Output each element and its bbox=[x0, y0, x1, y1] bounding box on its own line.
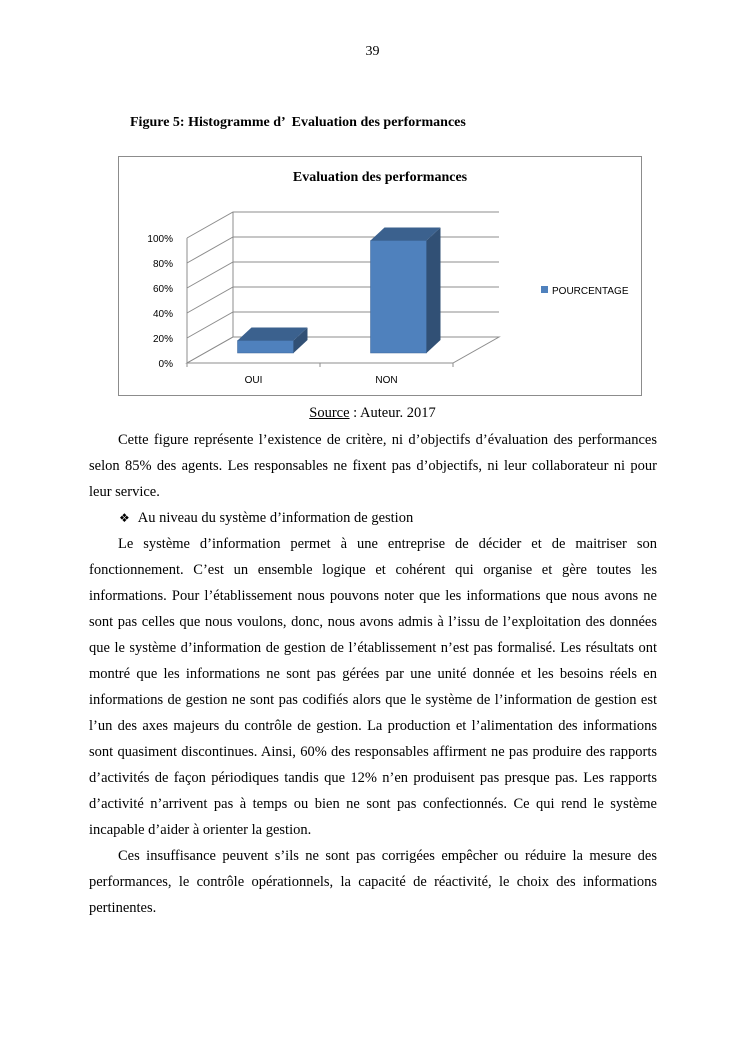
bullet-item bbox=[89, 505, 657, 531]
figure-caption: Figure 5: Histogramme d’ Evaluation des performances bbox=[130, 115, 466, 130]
y-tick-label: 20% bbox=[152, 334, 173, 345]
figure-source bbox=[0, 405, 745, 422]
chart-floor bbox=[187, 337, 499, 363]
y-tick-label: 0% bbox=[158, 359, 173, 370]
x-tick-label: NON bbox=[375, 375, 398, 386]
diamond-bullet-icon: ❖ bbox=[119, 511, 130, 525]
paragraph-2: Le système d’information permet à une entreprise de décider et de maitriser son fonctionnement. C’est un ensemble logique et cohérent qui organise et gère toutes les informations. Pour l’établissement nous pouvons noter que les informations que nous avons ne sont pas celles que nous voulons, donc, nous avons admis à l’issu de l’exploitation des données que le système d’information de gestion de l’établissement n’est pas formalisé. Les résultats ont montré que les informations ne sont pas gérées par une unité donnée et les besoins réels en informations de gestion ne sont pas codifiés alors que le système de l’information de gestion est l’un des axes majeurs du contrôle de gestion. La production et l’alimentation des informations sont quasiment discontinues. Ainsi, 60% des responsables affirment ne pas produire des rapports d’activités de façon périodiques tandis que 12% n’en produisent pas presque pas. Les rapports d’activité n’arrivent pas à temps ou bien ne sont pas confectionnés. Ce qui rend le système incapable d’aider à orienter la gestion. bbox=[89, 536, 657, 838]
chart-frame bbox=[118, 156, 642, 396]
bar-front bbox=[238, 341, 294, 354]
body-text bbox=[89, 427, 657, 921]
chart-gridlines bbox=[187, 212, 499, 363]
paragraph-1: Cette figure représente l’existence de critère, ni d’objectifs d’évaluation des performances selon 85% des agents. Les responsables ne fixent pas d’objectifs, ni leur collaborateur ni pour leur service. bbox=[89, 432, 657, 500]
bar-non bbox=[371, 228, 441, 354]
chart-gridline bbox=[187, 212, 499, 238]
source-label: Source bbox=[309, 405, 350, 421]
chart-bars bbox=[238, 228, 441, 354]
bullet-text: Au niveau du système d’information de gestion bbox=[137, 510, 414, 526]
bar-oui bbox=[238, 328, 308, 354]
y-tick-label: 100% bbox=[147, 234, 173, 245]
y-tick-label: 40% bbox=[152, 309, 173, 320]
source-text: : Auteur. 2017 bbox=[349, 405, 436, 421]
legend-label: POURCENTAGE bbox=[552, 286, 629, 297]
y-tick-label: 80% bbox=[152, 259, 173, 270]
paragraph-3: Ces insuffisance peuvent s’ils ne sont pas corrigées empêcher ou réduire la mesure des performances, le contrôle opérationnels, la capacité de réactivité, le choix des informations pertinentes. bbox=[89, 848, 657, 916]
chart-gridline bbox=[187, 287, 499, 313]
bar-chart bbox=[119, 157, 641, 395]
chart-gridline bbox=[187, 237, 499, 263]
chart-gridline bbox=[187, 337, 499, 363]
chart-title: Evaluation des performances bbox=[292, 170, 468, 185]
legend-swatch bbox=[541, 286, 548, 293]
chart-legend bbox=[541, 286, 629, 297]
chart-gridline bbox=[187, 312, 499, 338]
x-tick-label: OUI bbox=[244, 375, 263, 386]
y-tick-label: 60% bbox=[152, 284, 173, 295]
chart-gridline bbox=[187, 262, 499, 288]
bar-side bbox=[427, 228, 441, 354]
bar-front bbox=[371, 241, 427, 354]
page-number: 39 bbox=[365, 44, 380, 59]
